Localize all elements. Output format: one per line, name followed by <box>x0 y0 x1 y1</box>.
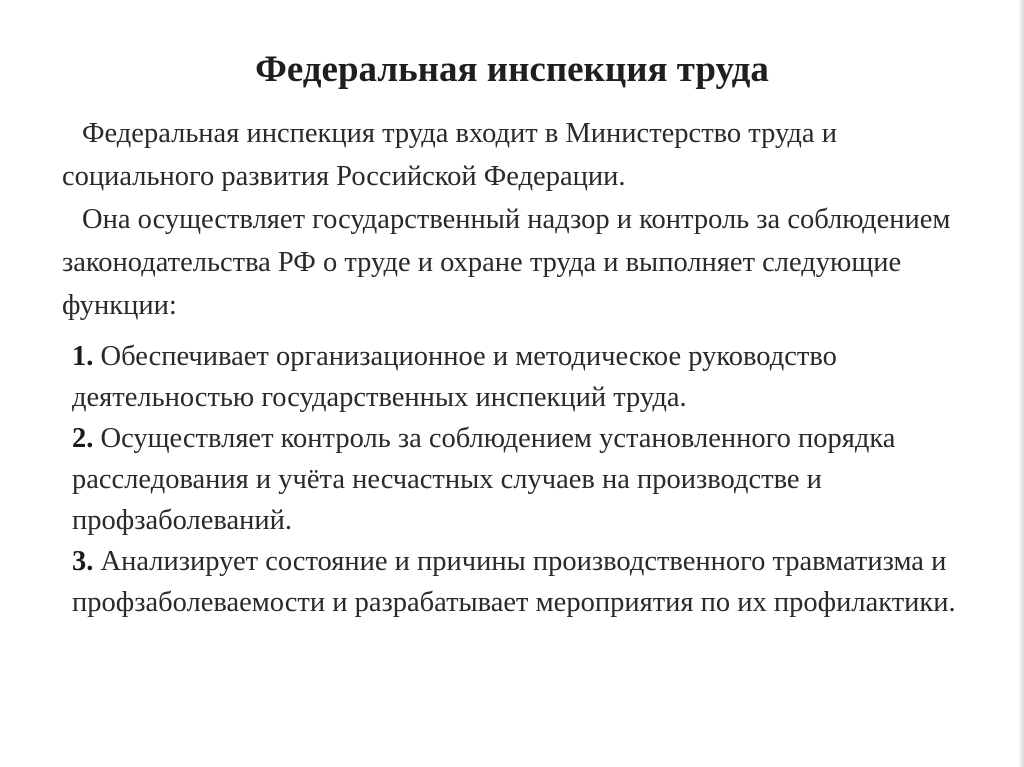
function-number: 1. <box>72 341 94 372</box>
function-item <box>72 541 1002 623</box>
intro-paragraph: Она осуществляет государственный надзор и контроль за соблюдением законодательства РФ о труде и охране труда и выполняет следующие функции: <box>62 204 951 321</box>
function-text: Обеспечивает организационное и методическое руководство деятельностью государственных инспекций труда. <box>72 341 837 413</box>
intro-paragraph: Федеральная инспекция труда входит в Министерство труда и социального развития Российской Федерации. <box>62 118 837 192</box>
function-text: Осуществляет контроль за соблюдением установленного порядка расследования и учёта несчастных случаев на производстве и профзаболеваний. <box>72 423 896 536</box>
slide-edge-shadow <box>1018 0 1024 767</box>
function-number: 2. <box>72 423 94 454</box>
function-item <box>72 336 1002 418</box>
functions-list <box>72 336 1002 623</box>
function-text: Анализирует состояние и причины производственного травматизма и профзаболеваемости и разрабатывает мероприятия по их профилактики. <box>72 546 956 618</box>
function-item <box>72 418 1002 541</box>
function-number: 3. <box>72 546 94 577</box>
intro-text <box>62 112 982 327</box>
slide-title: Федеральная инспекция труда <box>255 48 769 90</box>
